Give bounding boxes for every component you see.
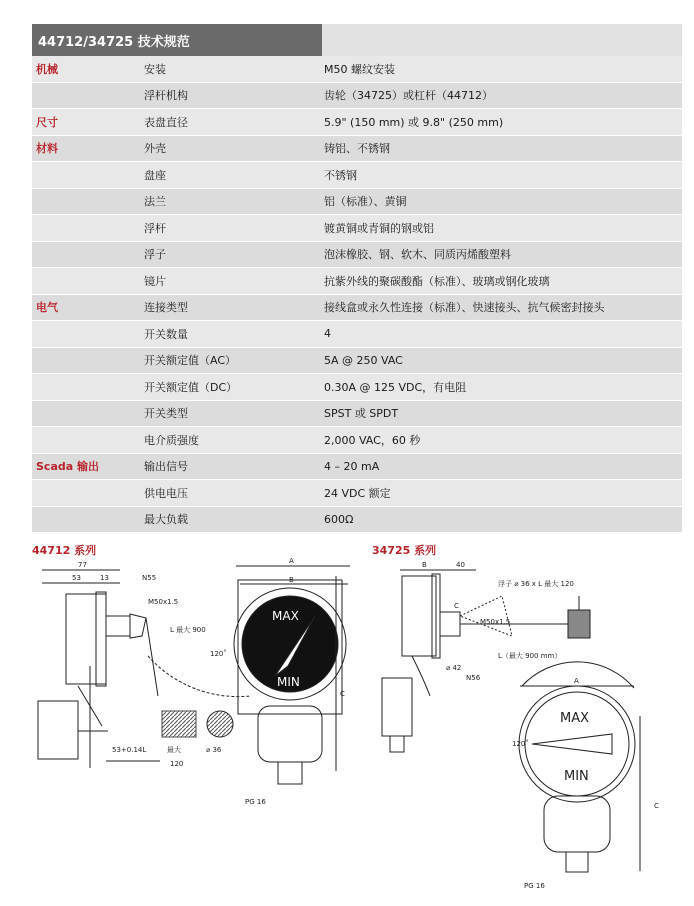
spec-item: 法兰 [144, 195, 166, 209]
dim2-pg16: PG 16 [524, 882, 545, 890]
spec-item: 最大负载 [144, 513, 188, 527]
dim-a: A [289, 557, 294, 565]
drawing-34725 [372, 556, 668, 896]
dim2-float: 浮子 ⌀ 36 x L 最大 120 [498, 580, 574, 588]
spec-row [32, 427, 682, 454]
spec-item: 供电电压 [144, 486, 188, 500]
dial2-min: MIN [564, 769, 589, 784]
spec-category: 机械 [36, 62, 58, 76]
spec-row [32, 109, 682, 136]
dim-13: 13 [100, 574, 109, 582]
dial2-max: MAX [560, 711, 590, 726]
spec-item: 输出信号 [144, 460, 188, 474]
spec-row [32, 83, 682, 110]
spec-value: 齿轮（34725）或杠杆（44712） [324, 89, 493, 103]
spec-item: 开关额定值（AC） [144, 354, 237, 368]
spec-item: 镜片 [144, 274, 166, 288]
dial1-max: MAX [272, 609, 299, 623]
spec-item: 连接类型 [144, 301, 188, 315]
dim-b: B [289, 576, 294, 584]
dim-77: 77 [78, 561, 87, 569]
dim2-cv: C [654, 802, 659, 810]
spec-category: 尺寸 [36, 115, 58, 129]
dim2-c: C [454, 602, 459, 610]
spec-category: 电气 [36, 301, 58, 315]
spec-table [32, 24, 682, 533]
spec-value: 泡沫橡胶、钢、软木、同质丙烯酸塑料 [324, 248, 511, 262]
spec-title: 44712/34725 技术规范 [32, 24, 322, 56]
dim-c: C [340, 690, 345, 698]
spec-rows [32, 56, 682, 533]
spec-row [32, 136, 682, 163]
dim-n55: N55 [142, 574, 157, 582]
dim-m50: M50x1.5 [148, 598, 179, 606]
dim-max-a: 最大 [167, 746, 181, 754]
spec-value: 镀黄铜或青铜的钢或铝 [324, 221, 434, 235]
dim-angle: 120˚ [210, 650, 227, 658]
spec-value: 5A @ 250 VAC [324, 353, 403, 367]
dim-53: 53 [72, 574, 81, 582]
spec-value: 24 VDC 额定 [324, 486, 391, 500]
dim2-a: A [574, 677, 579, 685]
spec-value: 铝（标准）、黄铜 [324, 195, 407, 209]
spec-item: 外壳 [144, 142, 166, 156]
dim2-40: 40 [456, 561, 465, 569]
spec-row [32, 401, 682, 428]
spec-row [32, 268, 682, 295]
spec-item: 浮子 [144, 248, 166, 262]
spec-category: 材料 [36, 142, 58, 156]
spec-row [32, 348, 682, 375]
spec-value: 5.9" (150 mm) 或 9.8" (250 mm) [324, 115, 504, 129]
dim-d36: ⌀ 36 [206, 746, 222, 754]
spec-item: 表盘直径 [144, 115, 188, 129]
spec-value: 0.30A @ 125 VDC，有电阻 [324, 380, 467, 394]
dim2-n56: N56 [466, 674, 481, 682]
spec-value: M50 螺纹安装 [324, 62, 395, 76]
spec-value: 接线盒或永久性连接（标准）、快速接头、抗气候密封接头 [324, 301, 605, 315]
spec-value: 4 – 20 mA [324, 459, 380, 473]
spec-item: 浮杆 [144, 221, 166, 235]
dim-53l: 53+0.14L [112, 746, 147, 754]
spec-row [32, 215, 682, 242]
dim2-angle: 120˚ [512, 740, 529, 748]
spec-value: 600Ω [324, 512, 354, 526]
dim-l900: L 最大 900 [170, 626, 206, 634]
spec-value: 不锈钢 [324, 168, 357, 182]
spec-title-filler [322, 24, 682, 56]
dim-pg16: PG 16 [245, 798, 266, 806]
drawing-34725-label: 34725 系列 [372, 544, 437, 557]
dim2-d42: ⌀ 42 [446, 664, 462, 672]
dim2-b: B [422, 561, 427, 569]
spec-row [32, 507, 682, 534]
spec-row [32, 162, 682, 189]
spec-item: 电介质强度 [144, 433, 199, 447]
spec-value: 2,000 VAC，60 秒 [324, 433, 421, 447]
spec-value: 4 [324, 327, 331, 341]
spec-item: 安装 [144, 62, 166, 76]
spec-item: 盘座 [144, 168, 166, 182]
spec-row [32, 454, 682, 481]
spec-row [32, 242, 682, 269]
spec-row [32, 321, 682, 348]
dim2-m50: M50x1.5 [480, 618, 511, 626]
spec-row [32, 56, 682, 83]
spec-row [32, 374, 682, 401]
spec-category: Scada 输出 [36, 460, 99, 474]
spec-value: 抗紫外线的聚碳酸酯（标准）、玻璃或钢化玻璃 [324, 274, 550, 288]
spec-title-row [32, 24, 682, 56]
spec-item: 开关类型 [144, 407, 188, 421]
spec-item: 开关数量 [144, 327, 188, 341]
dial1-min: MIN [277, 675, 300, 689]
spec-row [32, 295, 682, 322]
drawing-44712-label: 44712 系列 [32, 544, 97, 557]
drawing-44712 [30, 556, 350, 806]
dim-max-b: 120 [170, 760, 184, 768]
spec-value: 铸铝、不锈钢 [324, 142, 390, 156]
spec-row [32, 189, 682, 216]
spec-row [32, 480, 682, 507]
spec-item: 开关额定值（DC） [144, 380, 238, 394]
spec-value: SPST 或 SPDT [324, 407, 399, 421]
spec-item: 浮杆机构 [144, 89, 188, 103]
dim2-l900: L（最大 900 mm） [498, 652, 562, 660]
